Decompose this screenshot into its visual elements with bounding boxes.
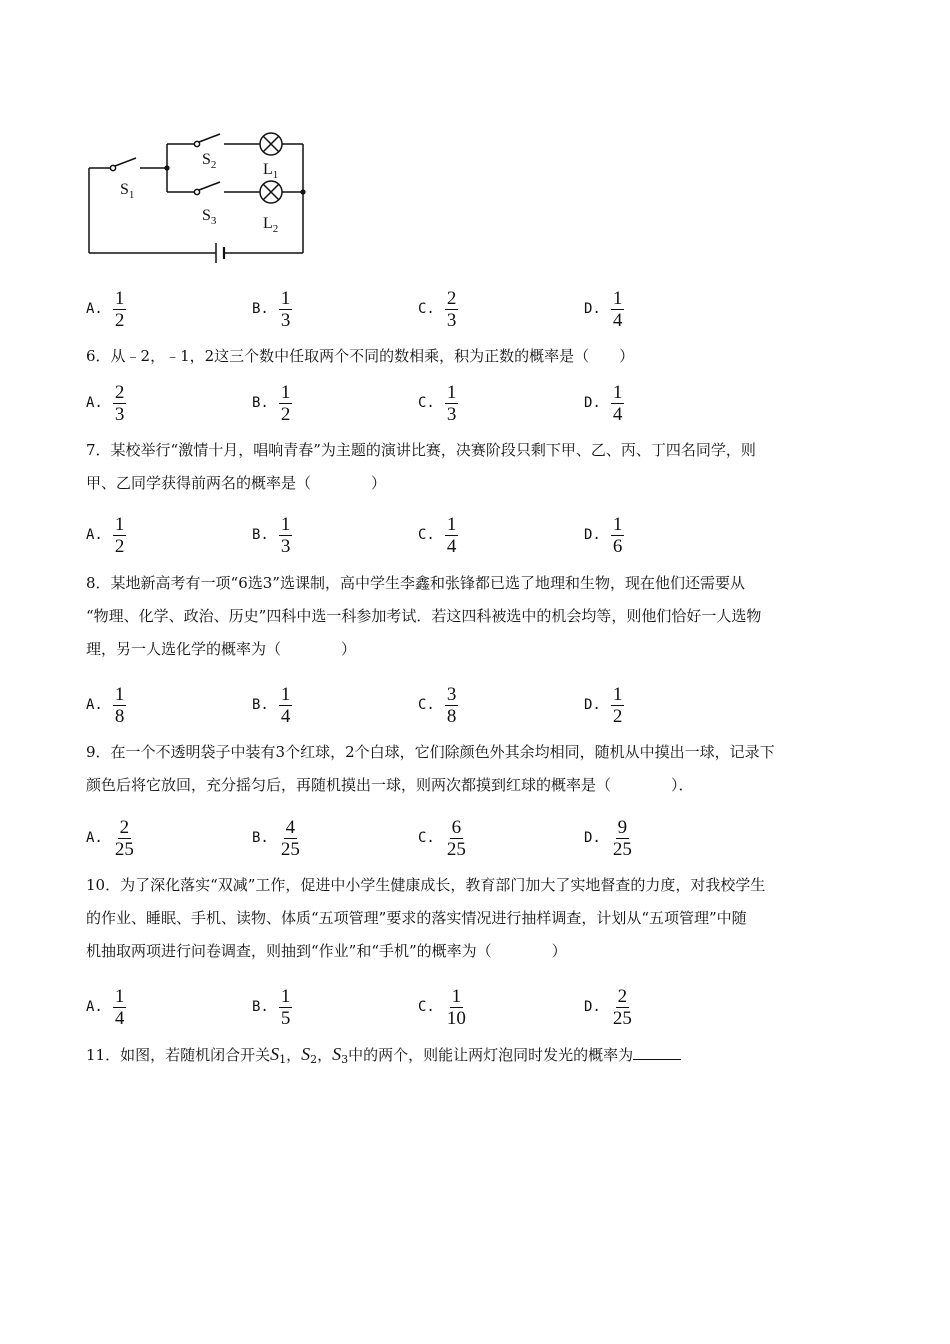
q9-option-c[interactable]: C. $\frac{6}{25}$	[418, 816, 466, 860]
s2-label: $S_2$	[202, 151, 217, 171]
q8-stem-line3: 理，另一人选化学的概率为（ ）	[86, 640, 357, 658]
q9-option-b[interactable]: B. $\frac{4}{25}$	[252, 816, 300, 860]
q5-option-d[interactable]: D. $\frac{1}{4}$	[584, 287, 623, 331]
q9-stem-line1: 9．在一个不透明袋子中装有3个红球，2个白球，它们除颜色外其余均相同，随机从中摸出一球，记录下	[86, 743, 775, 761]
q7-option-b[interactable]: B. $\frac{1}{3}$	[252, 513, 291, 557]
q9-option-d[interactable]: D. $\frac{9}{25}$	[584, 816, 632, 860]
q6-option-d[interactable]: D. $\frac{1}{4}$	[584, 381, 623, 425]
q7-option-c[interactable]: C. $\frac{1}{4}$	[418, 513, 457, 557]
q9-stem-line2: 颜色后将它放回，充分摇匀后，再随机摸出一球，则两次都摸到红球的概率是（ ）．	[86, 776, 694, 794]
q11-answer-blank[interactable]	[633, 1045, 681, 1060]
q10-stem-line3: 机抽取两项进行问卷调查，则抽到“作业”和“手机”的概率为（ ）	[86, 942, 567, 960]
q8-option-b[interactable]: B. $\frac{1}{4}$	[252, 683, 291, 727]
circuit-diagram	[80, 120, 320, 270]
q10-options	[86, 984, 886, 1030]
q7-option-a[interactable]: A. $\frac{1}{2}$	[86, 513, 125, 557]
q6-option-c[interactable]: C. $\frac{1}{3}$	[418, 381, 457, 425]
q10-option-c[interactable]: C. $\frac{1}{10}$	[418, 985, 466, 1029]
q9-option-a[interactable]: A. $\frac{2}{25}$	[86, 816, 134, 860]
q8-option-c[interactable]: C. $\frac{3}{8}$	[418, 683, 457, 727]
q10-stem	[86, 869, 866, 968]
q10-option-b[interactable]: B. $\frac{1}{5}$	[252, 985, 291, 1029]
q8-stem-line1: 8．某地新高考有一项“6选3”选课制，高中学生李鑫和张锋都已选了地理和生物，现在他们还需要从	[86, 574, 745, 592]
q5-option-a[interactable]: A. $\frac{1}{2}$	[86, 287, 125, 331]
q8-options	[86, 682, 886, 728]
q6-option-b[interactable]: B. $\frac{1}{2}$	[252, 381, 291, 425]
q8-stem-line2: “物理、化学、政治、历史”四科中选一科参加考试．若这四科被选中的机会均等，则他们恰好一人选物	[86, 607, 762, 625]
s1-label: $S_1$	[120, 181, 135, 201]
l2-label: $L_2$	[263, 215, 279, 235]
q10-option-a[interactable]: A. $\frac{1}{4}$	[86, 985, 125, 1029]
q5-options	[86, 286, 886, 332]
q7-option-d[interactable]: D. $\frac{1}{6}$	[584, 513, 623, 557]
q5-option-c[interactable]: C. $\frac{2}{3}$	[418, 287, 457, 331]
q7-stem-line1: 7．某校举行“激情十月，唱响青春”为主题的演讲比赛，决赛阶段只剩下甲、乙、丙、丁四名同学，则	[86, 441, 756, 459]
q10-stem-line1: 10．为了深化落实“双减”工作，促进中小学生健康成长，教育部门加大了实地督查的力度，对我校学生	[86, 876, 766, 894]
q8-option-d[interactable]: D. $\frac{1}{2}$	[584, 683, 623, 727]
q7-stem-line2: 甲、乙同学获得前两名的概率是（ ）	[86, 474, 387, 492]
q6-options	[86, 380, 886, 426]
q6-stem: 6．从﹣2，﹣1，2这三个数中任取两个不同的数相乘，积为正数的概率是（ ）	[86, 347, 635, 365]
q7-stem	[86, 434, 866, 500]
q9-options	[86, 815, 886, 861]
q5-option-b[interactable]: B. $\frac{1}{3}$	[252, 287, 291, 331]
s3-label: $S_3$	[202, 207, 217, 227]
q8-stem	[86, 567, 866, 666]
q6-option-a[interactable]: A. $\frac{2}{3}$	[86, 381, 125, 425]
q10-option-d[interactable]: D. $\frac{2}{25}$	[584, 985, 632, 1029]
q9-stem	[86, 736, 866, 802]
l1-label: $L_1$	[263, 161, 279, 181]
q8-option-a[interactable]: A. $\frac{1}{8}$	[86, 683, 125, 727]
q7-options	[86, 512, 886, 558]
q10-stem-line2: 的作业、睡眠、手机、读物、体质“五项管理”要求的落实情况进行抽样调查，计划从“五项管理”中随	[86, 909, 747, 927]
q11-stem: 11．如图，若随机闭合开关$S_1$，$S_2$，$S_3$中的两个，则能让两灯泡同时发光的概率为	[86, 1038, 866, 1076]
